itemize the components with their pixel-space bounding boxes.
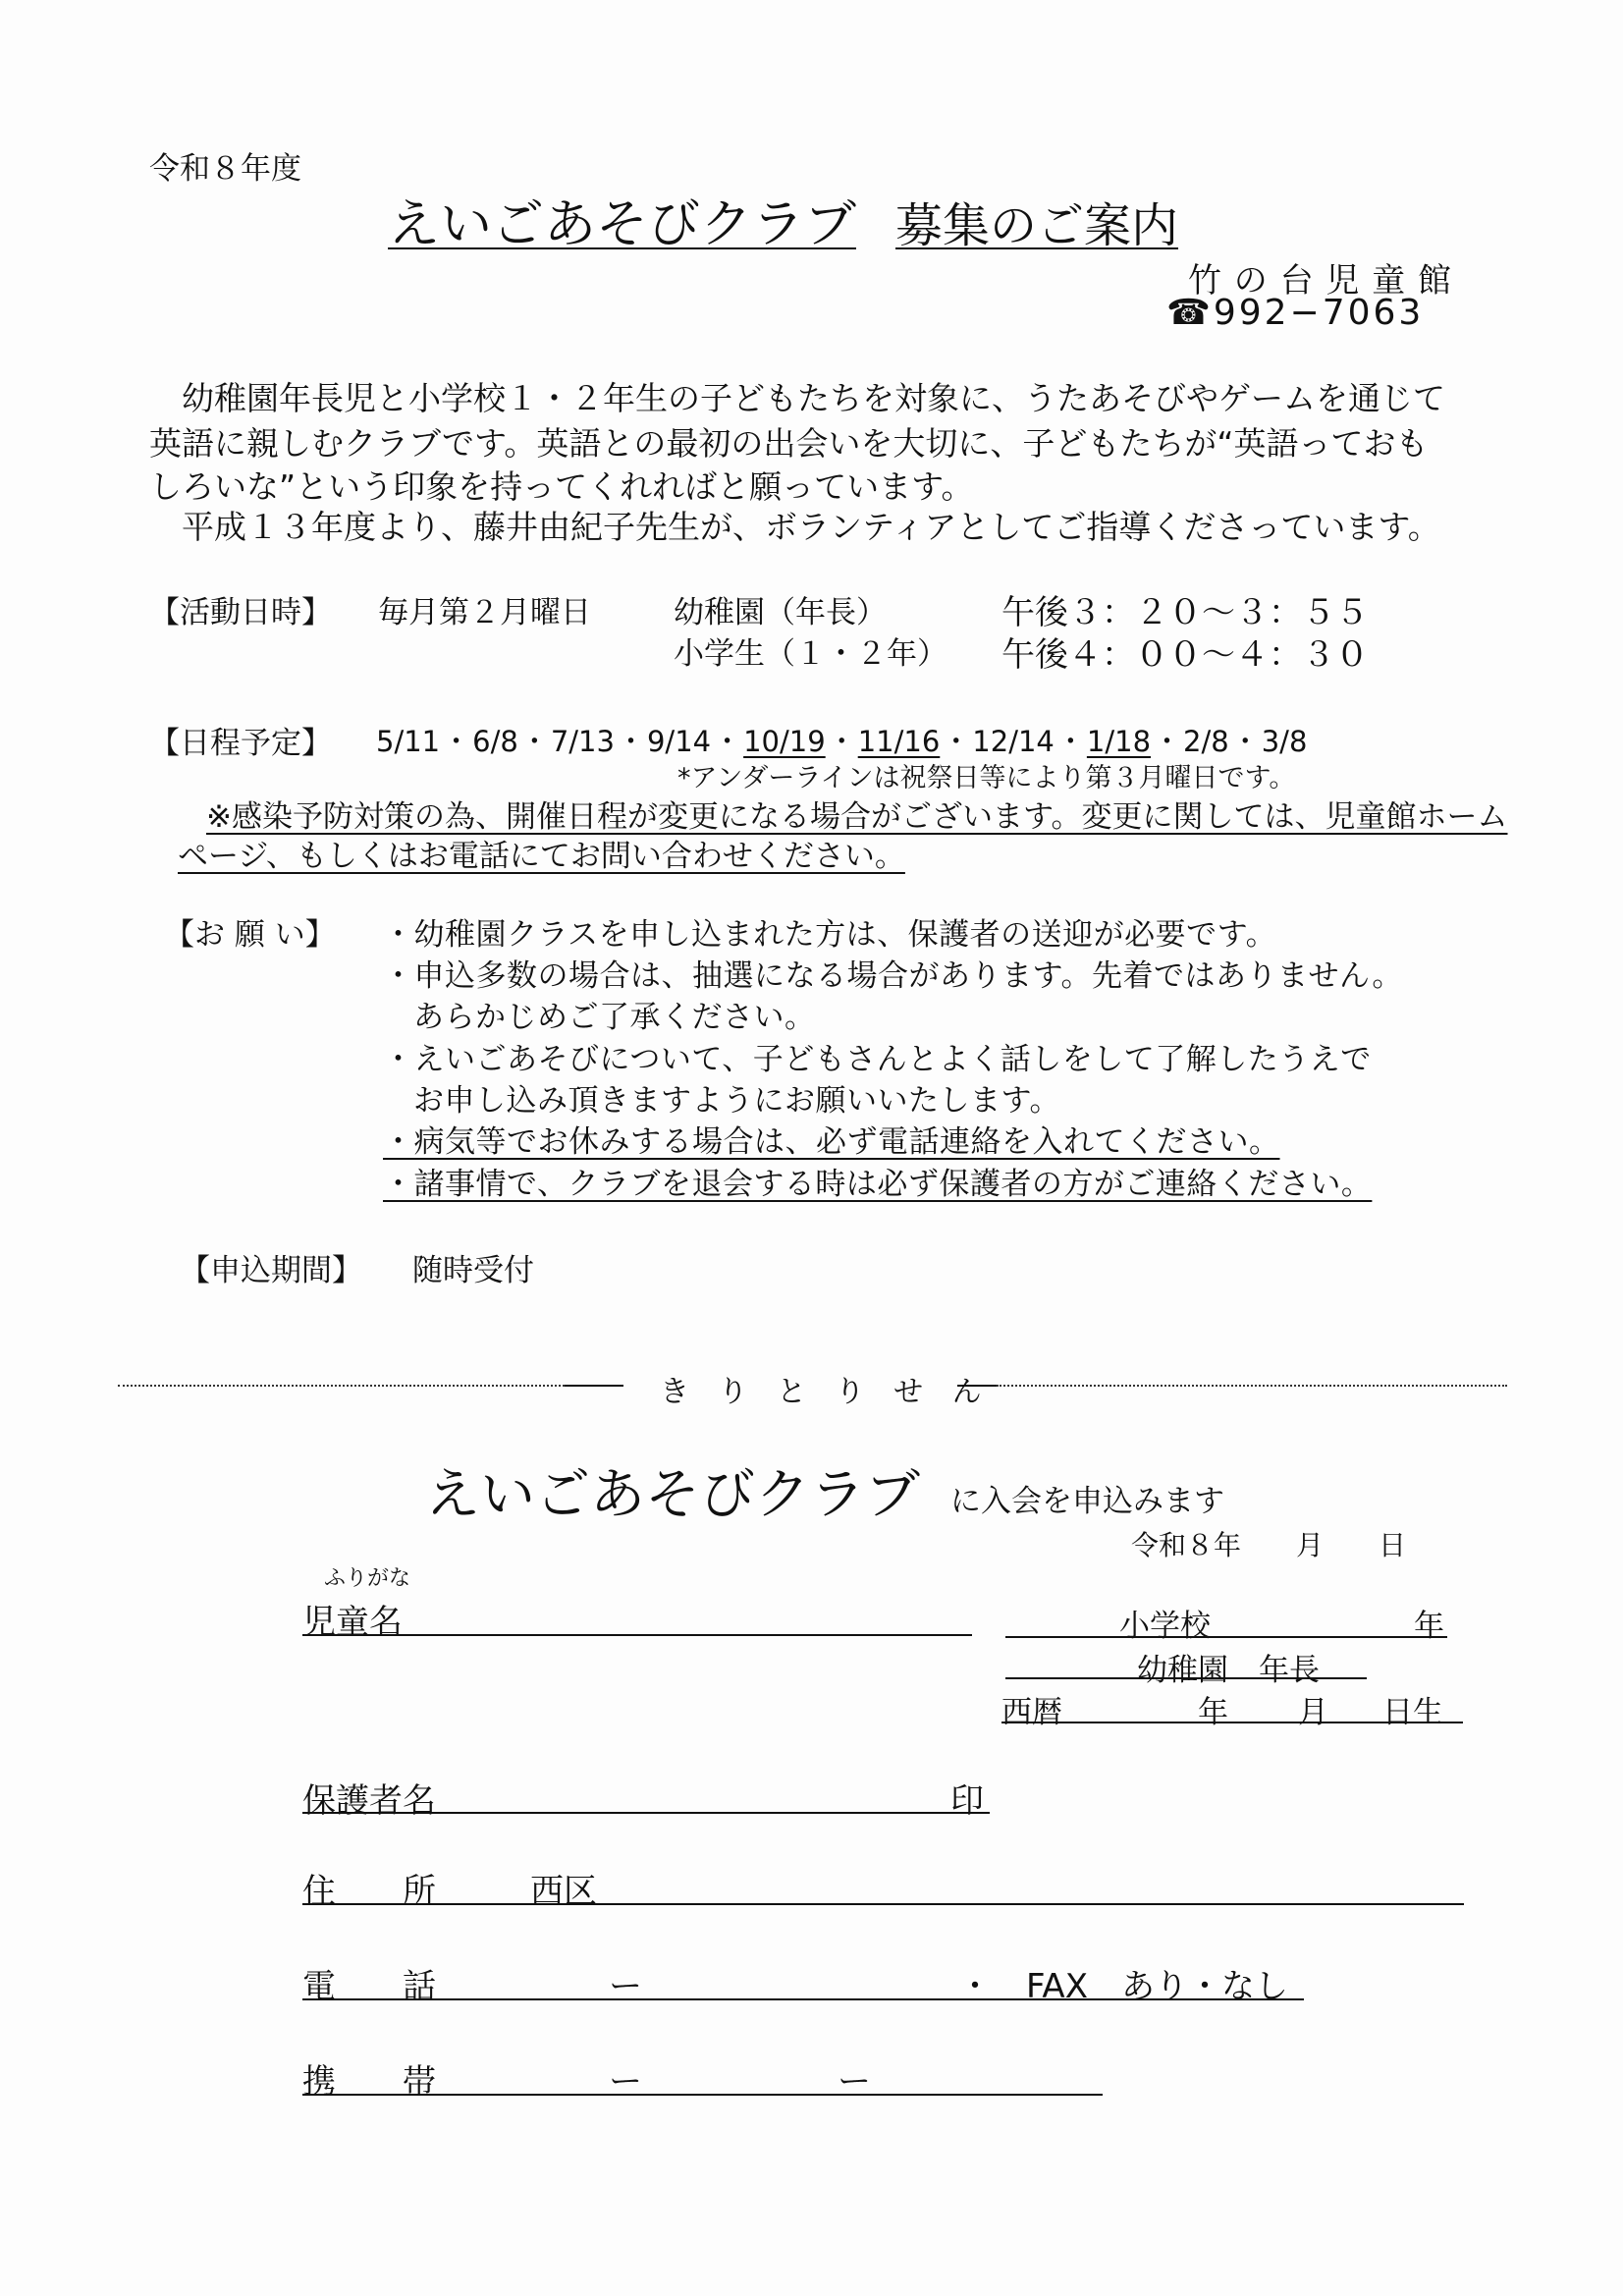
phone-dash: ー (609, 1967, 642, 2006)
schedule-separator: ・ (442, 725, 471, 758)
schedule-date: 2/8 (1183, 725, 1229, 758)
schedule-label: 【日程予定】 (149, 726, 332, 761)
schedule-date: 1/18 (1086, 725, 1152, 758)
requests-label: 【お 願 い】 (164, 917, 336, 953)
intro-line-4: 平成１３年度より、藤井由紀子先生が、ボランティアとしてご指導くださっています。 (182, 508, 1440, 546)
guardian-field[interactable] (302, 1812, 990, 1814)
birth-month-label: 月 (1298, 1695, 1328, 1730)
schedule-notice-2: ページ、もしくはお電話にてお問い合わせください。 (178, 839, 905, 874)
cut-line-label: き り と り せ ん (660, 1375, 992, 1409)
birth-era-label: 西暦 (1001, 1695, 1062, 1730)
guardian-label: 保護者名 (302, 1781, 436, 1821)
page-title (388, 183, 1178, 257)
grade-label: 年 (1414, 1609, 1444, 1644)
mobile-field[interactable] (302, 2094, 1103, 2096)
address-field[interactable] (302, 1903, 1464, 1905)
schedule-dates (376, 720, 1307, 760)
schedule-date: 3/8 (1261, 725, 1308, 758)
cut-line-dash-right (957, 1385, 997, 1387)
request-item-4: ・病気等でお休みする場合は、必ず電話連絡を入れてください。 (383, 1124, 1280, 1160)
phone-field[interactable] (302, 1998, 1304, 2000)
request-item-3-cont: お申し込み頂きますようにお願いいたします。 (413, 1083, 1061, 1119)
request-item-1: ・幼稚園クラスを申し込まれた方は、保護者の送迎が必要です。 (383, 917, 1277, 953)
child-name-field[interactable] (302, 1634, 972, 1636)
form-title-main: えいごあそびクラブ (425, 1463, 920, 1527)
schedule-separator: ・ (827, 725, 856, 758)
phone-number: 992−7063 (1213, 293, 1425, 333)
school-label: 小学校 (1119, 1609, 1211, 1644)
mobile-label: 携 帯 (302, 2062, 436, 2102)
fiscal-year: 令和８年度 (149, 151, 301, 187)
title-main: えいごあそびクラブ (388, 194, 856, 254)
seal-label: 印 (950, 1781, 984, 1821)
telephone-icon: ☎ (1166, 293, 1214, 333)
schedule-date: 7/13 (550, 725, 615, 758)
address-label: 住 所 (302, 1872, 436, 1911)
kindergarten-field[interactable] (1005, 1677, 1367, 1679)
form-title-sub: に入会を申込みます (950, 1484, 1224, 1519)
schedule-date: 10/19 (743, 725, 826, 758)
request-item-2: ・申込多数の場合は、抽選になる場合があります。先着ではありません。 (383, 958, 1403, 994)
activity-day: 毎月第２月曜日 (378, 595, 591, 630)
birth-date-field[interactable] (1001, 1722, 1463, 1723)
form-date: 令和８年 月 日 (1131, 1529, 1407, 1561)
fax-bullet: ・ (958, 1967, 992, 2006)
schedule-separator: ・ (1230, 725, 1260, 758)
activity-group-kinder: 幼稚園（年長） (674, 595, 887, 630)
fax-option[interactable]: FAX あり・なし (1026, 1967, 1288, 2006)
request-item-5: ・諸事情で、クラブを退会する時は必ず保護者の方がご連絡ください。 (383, 1167, 1373, 1202)
request-item-3: ・えいごあそびについて、子どもさんとよく話しをして了解したうえで (383, 1042, 1372, 1077)
cut-line-left (118, 1385, 565, 1387)
schedule-date: 12/14 (972, 725, 1055, 758)
activity-time-kinder: 午後３：２０～３：５５ (1001, 593, 1369, 632)
schedule-separator: ・ (616, 725, 645, 758)
child-name-label: 児童名 (302, 1603, 403, 1642)
birth-year-label: 年 (1198, 1695, 1228, 1730)
org-phone (1166, 293, 1424, 333)
schedule-date: 11/16 (857, 725, 941, 758)
intro-line-2: 英語に親しむクラブです。英語との最初の出会いを大切に、子どもたちが“英語っておも (149, 424, 1429, 463)
schedule-date: 6/8 (472, 725, 518, 758)
schedule-separator: ・ (519, 725, 549, 758)
period-value: 随時受付 (412, 1253, 534, 1288)
schedule-separator: ・ (1055, 725, 1085, 758)
schedule-date: 5/11 (376, 725, 441, 758)
cut-line-right (997, 1385, 1507, 1387)
schedule-note: *アンダーラインは祝祭日等により第３月曜日です。 (677, 763, 1296, 793)
school-grade-field[interactable] (1005, 1636, 1447, 1638)
mobile-dash-2: ー (838, 2062, 871, 2102)
activity-time-elementary: 午後４：００～４：３０ (1001, 635, 1369, 675)
schedule-separator: ・ (942, 725, 971, 758)
schedule-notice-1: ※感染予防対策の為、開催日程が変更になる場合がございます。変更に関しては、児童館ホーム (206, 799, 1508, 835)
title-sub: 募集のご案内 (895, 198, 1179, 253)
address-prefix: 西区 (530, 1872, 597, 1911)
birth-day-label: 日生 (1382, 1695, 1443, 1730)
intro-line-3: しろいな”という印象を持ってくれればと願っています。 (149, 467, 974, 506)
schedule-separator: ・ (1153, 725, 1182, 758)
mobile-dash-1: ー (609, 2062, 642, 2102)
kindergarten-label: 幼稚園 年長 (1137, 1653, 1320, 1688)
furigana-label: ふりがな (324, 1566, 411, 1591)
org-name: 竹 の 台 児 童 館 (1188, 261, 1453, 301)
activity-label: 【活動日時】 (149, 595, 332, 630)
cut-line-dash-left (565, 1385, 623, 1387)
phone-label: 電 話 (302, 1967, 436, 2006)
intro-line-1: 幼稚園年長児と小学校１・２年生の子どもたちを対象に、うたあそびやゲームを通じて (182, 379, 1445, 417)
period-label: 【申込期間】 (180, 1253, 362, 1288)
schedule-separator: ・ (713, 725, 742, 758)
request-item-2-cont: あらかじめご了承ください。 (413, 1000, 816, 1035)
activity-group-elementary: 小学生（１・２年） (674, 636, 947, 672)
schedule-date: 9/14 (646, 725, 712, 758)
